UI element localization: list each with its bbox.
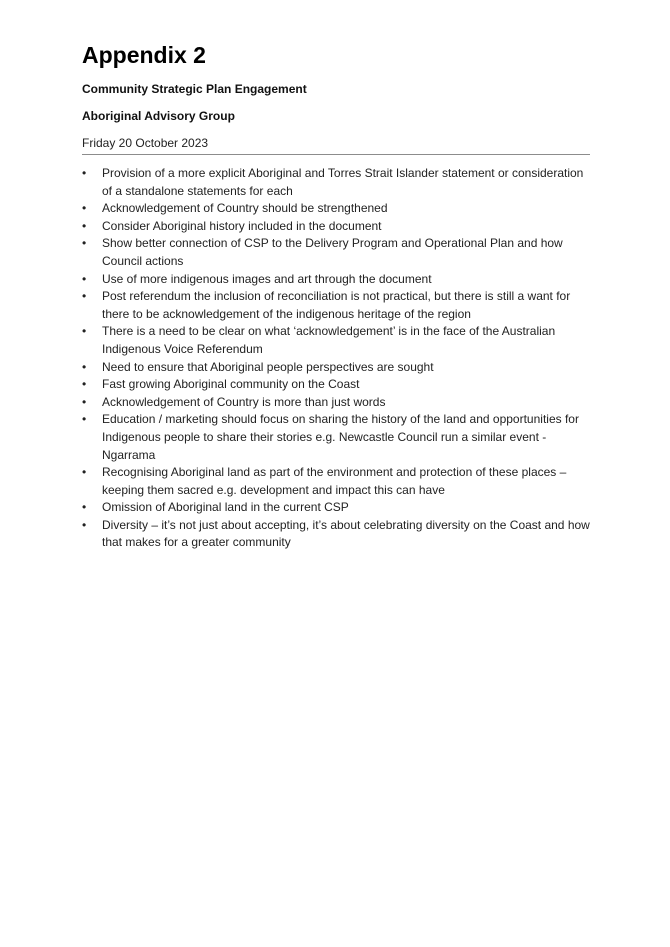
list-item	[82, 218, 590, 236]
bullet-icon: •	[82, 166, 87, 180]
list-item-text: Acknowledgement of Country should be strengthened	[102, 201, 388, 216]
bullet-icon: •	[82, 465, 87, 480]
list-item-text: Consider Aboriginal history included in the document	[102, 218, 382, 233]
section-heading-engagement: Community Strategic Plan Engagement	[82, 82, 307, 96]
list-item	[82, 411, 590, 464]
list-item-text: Need to ensure that Aboriginal people perspectives are sought	[102, 359, 434, 374]
list-item-text: Post referendum the inclusion of reconciliation is not practical, but there is still a want for there to be acknowledgement of the indigenous heritage of the region	[102, 289, 571, 321]
page-title: Appendix 2	[82, 42, 206, 68]
bullet-icon: •	[82, 394, 87, 409]
section-heading-group: Aboriginal Advisory Group	[82, 109, 235, 123]
meeting-date: Friday 20 October 2023	[82, 135, 590, 155]
list-item	[82, 165, 590, 200]
list-item-text: Education / marketing should focus on sharing the history of the land and opportunities for Indigenous people to share their stories e.g. Newcastle Council run a similar event - Ngarrama	[102, 412, 579, 462]
list-item-text: Provision of a more explicit Aboriginal and Torres Strait Islander statement or consideration of a standalone statements for each	[102, 166, 584, 198]
bullet-icon: •	[82, 201, 87, 216]
list-item	[82, 499, 590, 517]
list-item	[82, 288, 590, 323]
bullet-icon: •	[82, 359, 87, 374]
bullet-icon: •	[82, 500, 87, 515]
list-item	[82, 517, 590, 552]
list-item-text: Diversity – it’s not just about accepting, it’s about celebrating diversity on the Coast and how that makes for a greater community	[102, 517, 590, 550]
list-item-text: Acknowledgement of Country is more than just words	[102, 394, 386, 409]
bullet-icon: •	[82, 218, 87, 233]
bullet-icon: •	[82, 412, 87, 427]
list-item	[82, 200, 590, 218]
list-item	[82, 271, 590, 289]
list-item-text: There is a need to be clear on what ‘acknowledgement’ is in the face of the Australian Indigenous Voice Referendum	[102, 324, 556, 356]
list-item-text: Use of more indigenous images and art through the document	[102, 271, 432, 286]
feedback-list	[82, 165, 590, 552]
bullet-icon: •	[82, 377, 87, 392]
list-item	[82, 359, 590, 377]
list-item	[82, 464, 590, 499]
list-item-text: Show better connection of CSP to the Delivery Program and Operational Plan and how Council actions	[102, 236, 563, 268]
list-item-text: Fast growing Aboriginal community on the Coast	[102, 377, 360, 392]
list-item	[82, 323, 590, 358]
list-item-text: Recognising Aboriginal land as part of the environment and protection of these places – keeping them sacred e.g. development and impact this can have	[102, 465, 567, 497]
list-item-text: Omission of Aboriginal land in the current CSP	[102, 500, 349, 515]
list-item	[82, 235, 590, 270]
bullet-icon: •	[82, 324, 87, 339]
list-item	[82, 376, 590, 394]
list-item	[82, 394, 590, 412]
bullet-icon: •	[82, 289, 87, 304]
bullet-icon: •	[82, 517, 87, 532]
bullet-icon: •	[82, 271, 87, 286]
document-content	[82, 40, 590, 552]
bullet-icon: •	[82, 236, 87, 251]
